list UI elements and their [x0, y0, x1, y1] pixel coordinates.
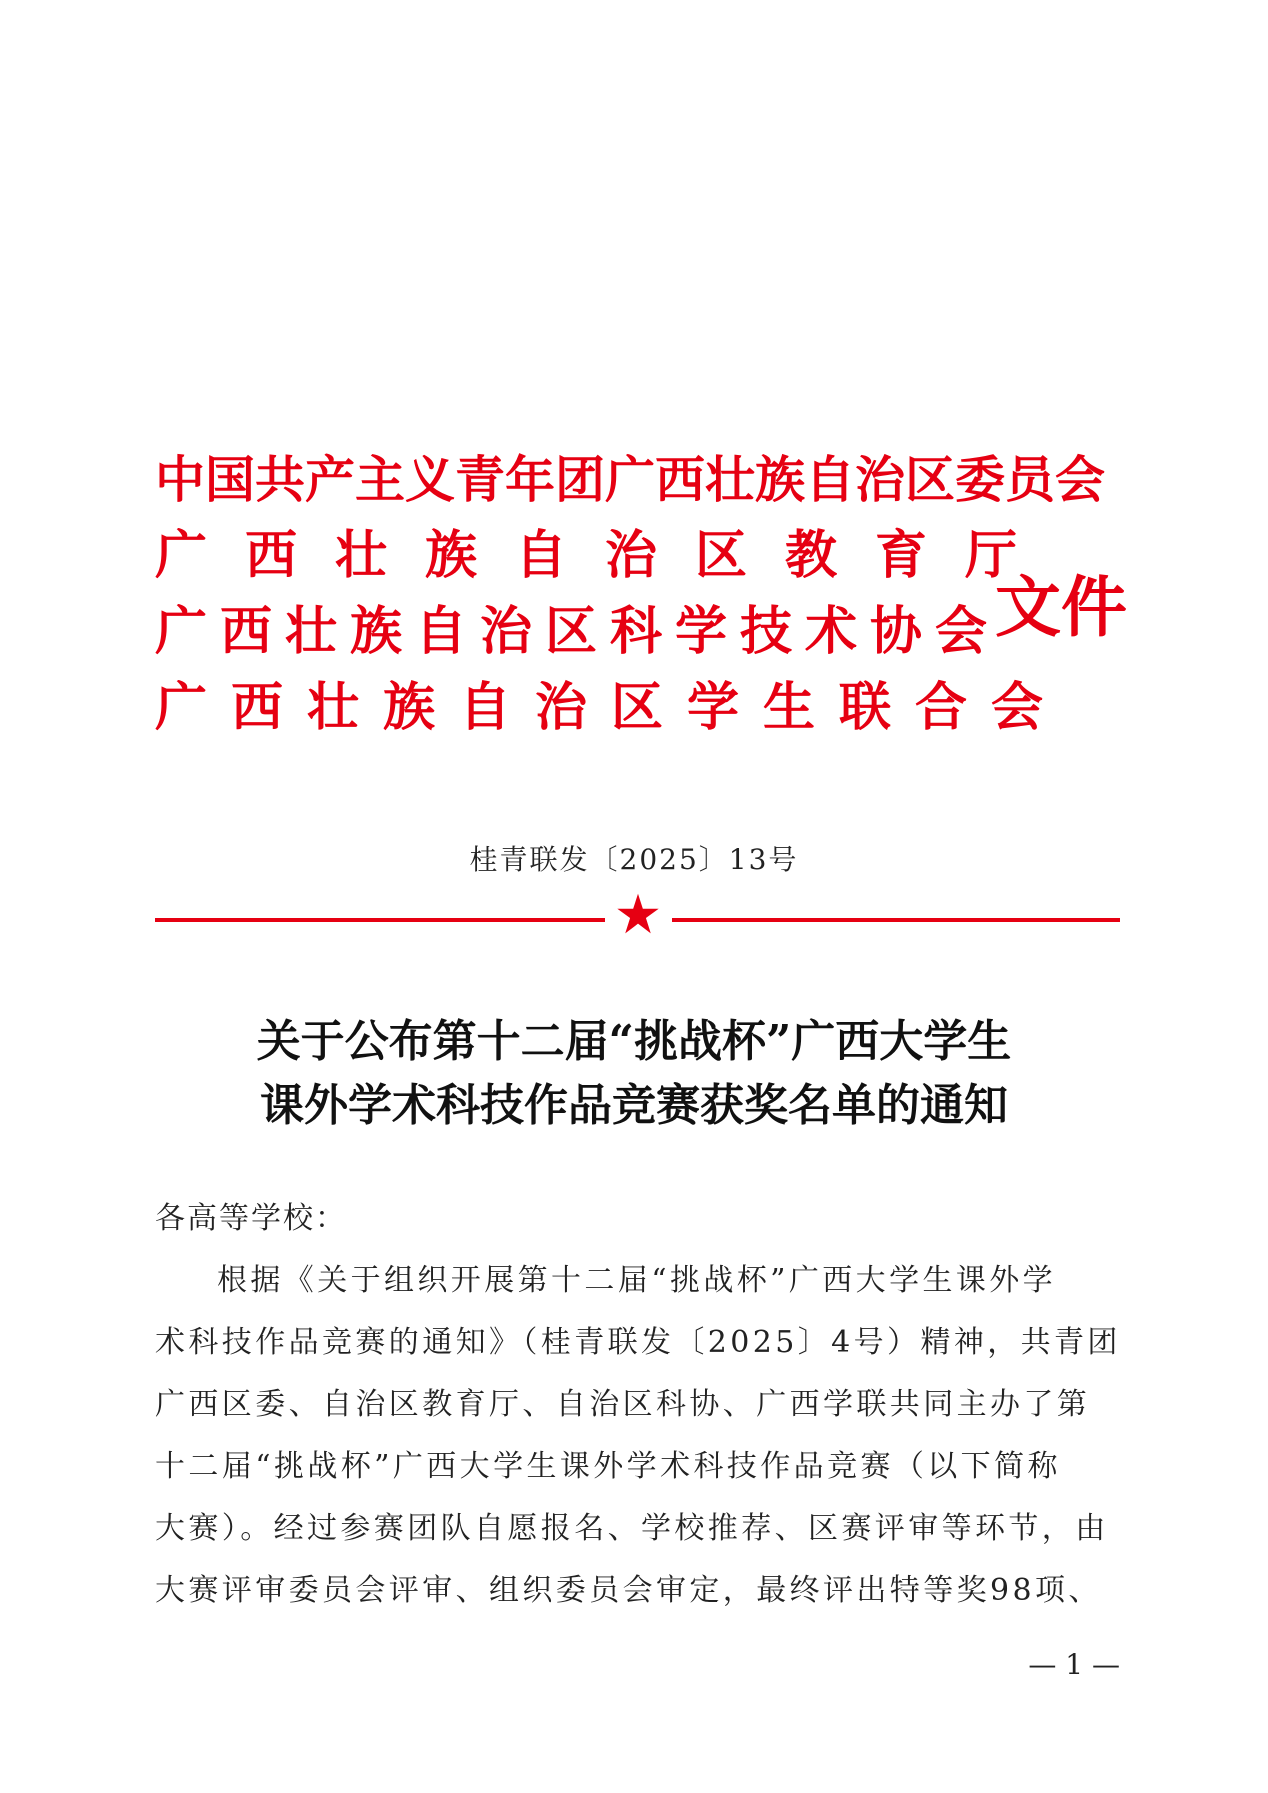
issuer-line-4: 广西壮族自治区学生联合会 [155, 677, 1068, 738]
red-divider-right [672, 918, 1120, 922]
body-line: 十二届“挑战杯”广西大学生课外学术科技作品竞赛（以下简称 [155, 1449, 1061, 1484]
issuer-line-1: 中国共产主义青年团广西壮族自治区委员会 [155, 450, 1105, 509]
document-number: 桂青联发〔2025〕13号 [469, 843, 799, 876]
document-label: 文件 [995, 568, 1127, 646]
body-line: 广西区委、自治区教育厅、自治区科协、广西学联共同主办了第 [155, 1387, 1091, 1422]
red-divider-left [155, 918, 605, 922]
title-line-2: 课外学术科技作品竞赛获奖名单的通知 [260, 1080, 1008, 1131]
body-line: 根据《关于组织开展第十二届“挑战杯”广西大学生课外学 [217, 1263, 1057, 1298]
body-line: 大赛评审委员会评审、组织委员会审定，最终评出特等奖98项、 [155, 1573, 1102, 1608]
title-line-1: 关于公布第十二届“挑战杯”广西大学生 [256, 1016, 1012, 1067]
page-number: — 1 — [1028, 1648, 1120, 1681]
body-line: 大赛）。经过参赛团队自愿报名、学校推荐、区赛评审等环节，由 [155, 1511, 1109, 1546]
red-star-icon [616, 892, 660, 936]
notice-body [155, 1188, 1120, 1622]
issuer-line-3: 广西壮族自治区科学技术协会 [155, 601, 1001, 662]
body-line: 术科技作品竞赛的通知》（桂青联发〔2025〕4号）精神，共青团 [155, 1325, 1121, 1360]
salutation: 各高等学校： [155, 1201, 347, 1236]
notice-title [0, 1010, 1268, 1138]
issuer-line-2: 广西壮族自治区教育厅 [155, 525, 1056, 586]
